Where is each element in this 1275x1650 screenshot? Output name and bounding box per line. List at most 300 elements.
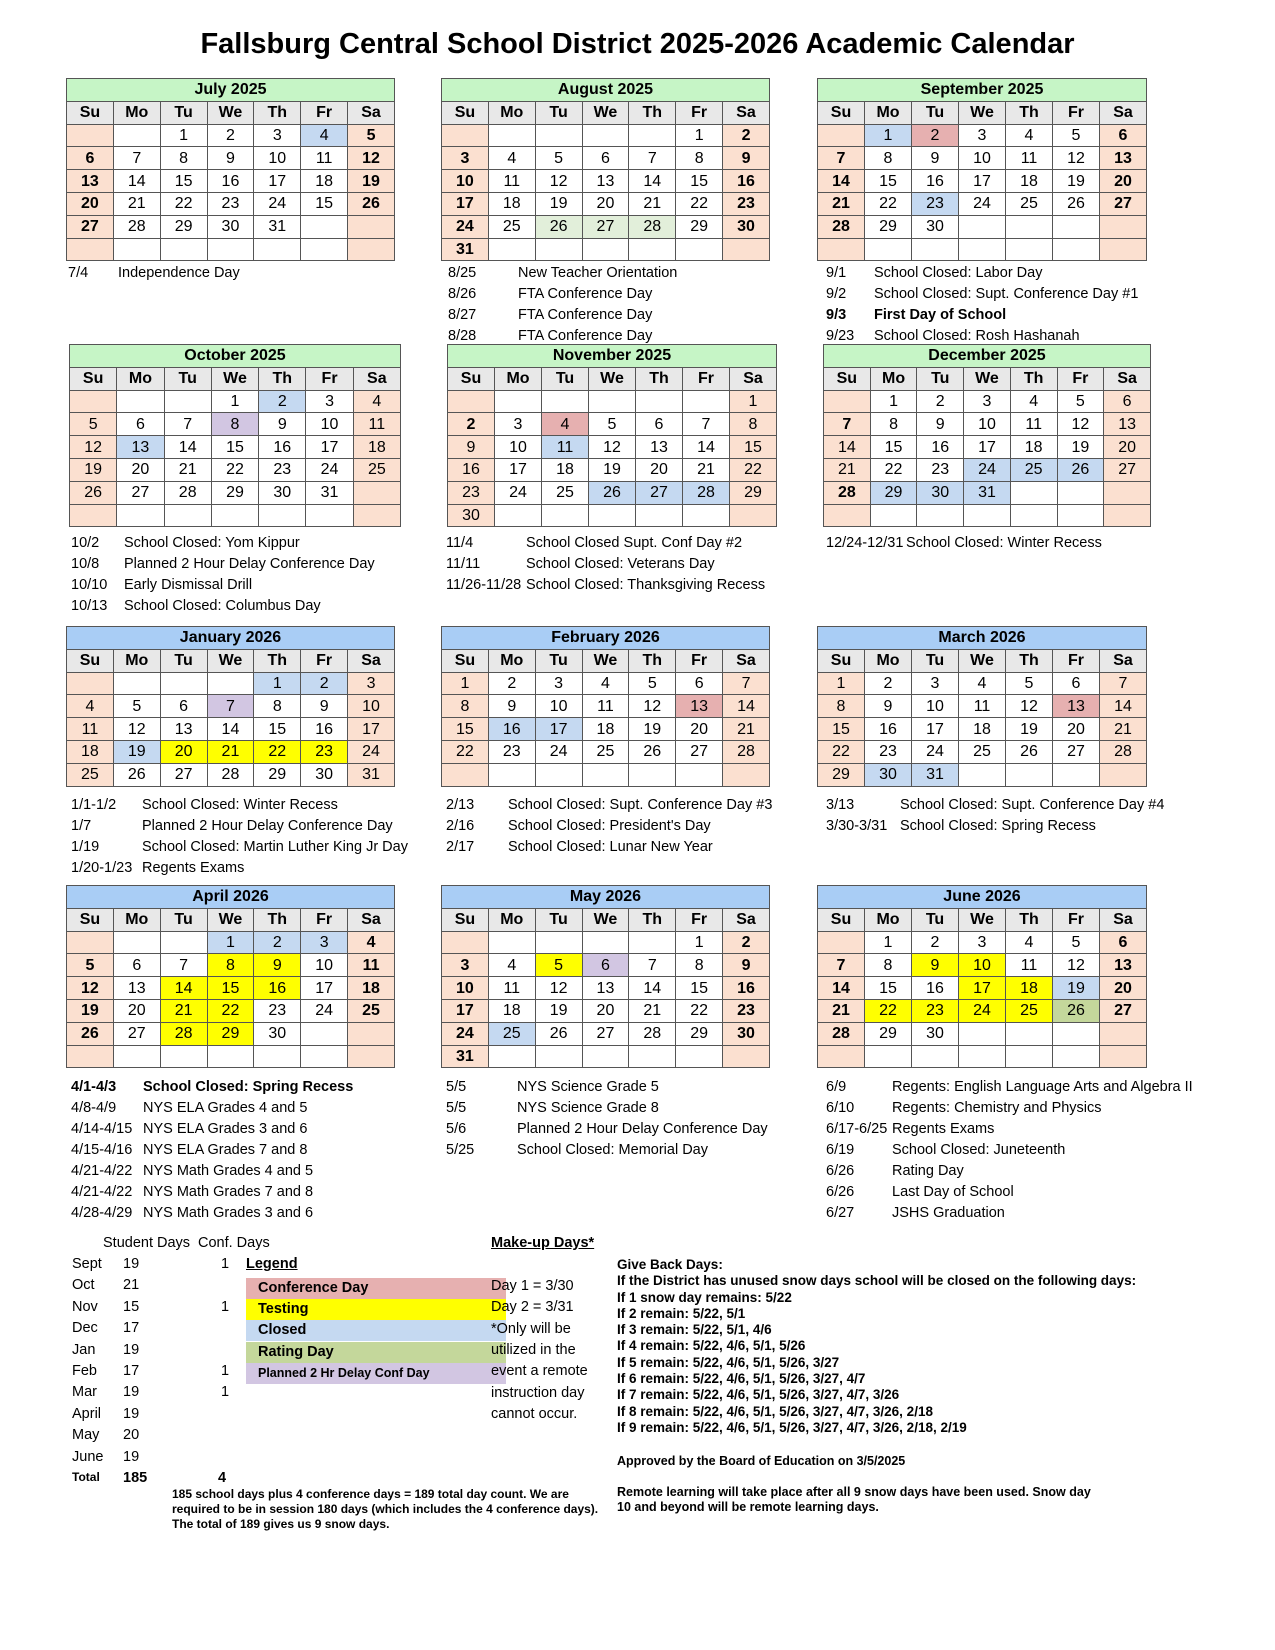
day-cell — [730, 504, 777, 527]
day-cell — [70, 390, 117, 413]
month-calendar-9 — [66, 885, 395, 1068]
day-cell: 24 — [306, 458, 353, 481]
day-cell: 25 — [1006, 999, 1053, 1022]
month-calendar-7 — [441, 626, 770, 787]
day-cell — [959, 215, 1006, 238]
day-cell: 13 — [582, 170, 629, 193]
day-cell: 16 — [865, 718, 912, 741]
day-cell: 9 — [865, 695, 912, 718]
note-date: 6/26 — [826, 1163, 855, 1179]
note-text: School Closed: Thanksgiving Recess — [526, 577, 766, 593]
note-date: 10/10 — [71, 577, 108, 593]
day-cell — [301, 1022, 348, 1045]
day-cell: 15 — [207, 977, 254, 1000]
weekday-header: Tu — [912, 101, 959, 124]
day-cell: 15 — [442, 718, 489, 741]
note-date: 6/19 — [826, 1142, 855, 1158]
day-cell: 4 — [488, 954, 535, 977]
tally-month: Feb — [72, 1363, 97, 1379]
weekday-header: We — [582, 101, 629, 124]
day-cell: 20 — [117, 458, 164, 481]
note-date: 9/2 — [826, 286, 847, 302]
makeup-line: Day 2 = 3/31 — [491, 1299, 574, 1316]
weekday-header: Su — [818, 101, 865, 124]
tally-month: June — [72, 1448, 104, 1465]
day-cell: 10 — [348, 695, 395, 718]
day-cell: 24 — [254, 192, 301, 215]
tally-student-days: 19 — [123, 1384, 140, 1401]
weekday-header: Fr — [1053, 908, 1100, 931]
weekday-header: Mo — [865, 908, 912, 931]
weekday-header: Mo — [865, 101, 912, 124]
note-text: NYS Math Grades 7 and 8 — [143, 1184, 314, 1200]
note-row — [446, 554, 765, 575]
day-cell: 1 — [865, 124, 912, 147]
day-cell: 23 — [865, 740, 912, 763]
day-cell: 14 — [683, 436, 730, 459]
weekday-header: Sa — [348, 101, 395, 124]
day-cell — [67, 124, 114, 147]
note-text: School Closed: Spring Recess — [900, 818, 1096, 834]
day-cell: 14 — [629, 977, 676, 1000]
note-text: Planned 2 Hour Delay Conference Day — [124, 556, 375, 572]
day-cell: 1 — [676, 124, 723, 147]
day-cell: 3 — [442, 954, 489, 977]
day-cell — [1006, 215, 1053, 238]
day-cell: 21 — [683, 458, 730, 481]
tally-student-days: 21 — [123, 1277, 140, 1294]
note-text: School Closed: Rosh Hashanah — [874, 328, 1080, 344]
note-row — [446, 1119, 768, 1140]
note-date: 6/17-6/25 — [826, 1121, 888, 1137]
day-cell — [1100, 215, 1147, 238]
day-cell: 26 — [113, 763, 160, 786]
day-cell: 1 — [254, 672, 301, 695]
note-row — [448, 326, 677, 347]
day-cell: 10 — [964, 413, 1011, 436]
note-row — [71, 596, 375, 617]
day-cell: 20 — [1100, 170, 1147, 193]
day-cell: 29 — [254, 763, 301, 786]
day-cell: 11 — [67, 718, 114, 741]
day-cell: 17 — [254, 170, 301, 193]
day-cell — [495, 390, 542, 413]
day-cell — [113, 931, 160, 954]
day-cell: 24 — [442, 215, 489, 238]
day-cell — [353, 481, 400, 504]
note-row — [826, 1098, 1193, 1119]
day-cell: 29 — [818, 763, 865, 786]
tally-month: Nov — [72, 1298, 98, 1315]
day-cell: 4 — [353, 390, 400, 413]
month-calendar-2 — [817, 78, 1147, 261]
day-cell: 9 — [723, 954, 770, 977]
weekday-header: Mo — [117, 367, 164, 390]
weekday-header: Tu — [535, 908, 582, 931]
day-cell: 21 — [113, 192, 160, 215]
day-cell: 4 — [488, 147, 535, 170]
note-row — [71, 1077, 353, 1098]
note-row — [826, 1077, 1193, 1098]
month-title: April 2026 — [67, 886, 395, 909]
weekday-header: Fr — [301, 101, 348, 124]
day-cell: 3 — [348, 672, 395, 695]
day-cell: 19 — [1057, 436, 1104, 459]
note-text: School Closed: President's Day — [508, 818, 711, 834]
day-cell — [865, 1045, 912, 1068]
note-row — [71, 533, 375, 554]
month-calendar-0 — [66, 78, 395, 261]
tally-student-days: 19 — [123, 1341, 140, 1358]
month-title: March 2026 — [818, 627, 1147, 650]
day-cell: 13 — [676, 695, 723, 718]
note-date: 11/26-11/28 — [446, 577, 522, 593]
note-row — [448, 305, 677, 326]
weekday-header: Tu — [917, 367, 964, 390]
weekday-header: Sa — [723, 101, 770, 124]
giveback-line: Give Back Days: — [617, 1257, 723, 1272]
day-cell: 21 — [1100, 718, 1147, 741]
day-cell: 27 — [1053, 740, 1100, 763]
day-cell: 12 — [348, 147, 395, 170]
day-cell: 14 — [824, 436, 871, 459]
day-cell: 28 — [723, 740, 770, 763]
day-cell: 15 — [865, 977, 912, 1000]
day-cell — [160, 1045, 207, 1068]
day-cell: 22 — [254, 740, 301, 763]
note-text: Independence Day — [118, 265, 240, 281]
day-cell: 18 — [488, 999, 535, 1022]
day-cell: 1 — [676, 931, 723, 954]
note-row — [446, 1077, 768, 1098]
weekday-header: Sa — [1100, 101, 1147, 124]
day-cell: 7 — [113, 147, 160, 170]
day-cell: 15 — [676, 977, 723, 1000]
weekday-header: Fr — [676, 101, 723, 124]
day-cell — [70, 504, 117, 527]
day-cell — [535, 124, 582, 147]
month-calendar-10 — [441, 885, 770, 1068]
day-cell: 31 — [442, 1045, 489, 1068]
note-date: 3/30-3/31 — [826, 818, 888, 834]
note-row — [71, 1098, 353, 1119]
day-cell: 26 — [1053, 999, 1100, 1022]
note-text: School Closed: Winter Recess — [906, 535, 1102, 551]
month-notes-2 — [826, 263, 1138, 347]
day-cell: 4 — [1006, 931, 1053, 954]
weekday-header: Mo — [488, 649, 535, 672]
day-cell — [676, 238, 723, 261]
day-cell: 9 — [912, 147, 959, 170]
day-cell: 12 — [1053, 954, 1100, 977]
day-cell — [113, 672, 160, 695]
weekday-header: Tu — [912, 908, 959, 931]
day-cell: 8 — [207, 954, 254, 977]
day-cell — [723, 238, 770, 261]
day-cell — [67, 672, 114, 695]
note-date: 2/13 — [446, 797, 475, 813]
month-notes-8 — [826, 795, 1164, 837]
makeup-line: instruction day — [491, 1384, 585, 1401]
note-date: 10/2 — [71, 535, 100, 551]
day-cell: 31 — [306, 481, 353, 504]
note-row — [71, 554, 375, 575]
day-cell: 10 — [254, 147, 301, 170]
conf-days-header: Conf. Days — [198, 1235, 270, 1251]
day-cell: 29 — [730, 481, 777, 504]
day-cell — [964, 504, 1011, 527]
day-cell — [442, 763, 489, 786]
weekday-header: Sa — [1100, 908, 1147, 931]
day-cell: 15 — [211, 436, 258, 459]
day-cell: 18 — [1006, 977, 1053, 1000]
day-cell: 11 — [582, 695, 629, 718]
day-cell: 22 — [676, 999, 723, 1022]
note-text: Regents: Chemistry and Physics — [892, 1100, 1102, 1116]
day-cell: 1 — [870, 390, 917, 413]
day-cell: 25 — [488, 1022, 535, 1045]
day-cell: 17 — [912, 718, 959, 741]
note-row — [446, 575, 765, 596]
giveback-line: If 6 remain: 5/22, 4/6, 5/1, 5/26, 3/27, 4/7 — [617, 1371, 866, 1387]
day-cell — [160, 238, 207, 261]
tally-total-student: 185 — [123, 1470, 148, 1486]
note-date: 6/9 — [826, 1079, 847, 1095]
day-cell: 13 — [1100, 147, 1147, 170]
month-notes-11 — [826, 1077, 1193, 1224]
day-cell — [1104, 504, 1151, 527]
day-cell: 27 — [636, 481, 683, 504]
day-cell: 1 — [730, 390, 777, 413]
day-cell: 2 — [723, 931, 770, 954]
day-cell: 12 — [535, 170, 582, 193]
month-title: July 2025 — [67, 79, 395, 102]
day-cell: 19 — [589, 458, 636, 481]
weekday-header: Sa — [730, 367, 777, 390]
day-cell: 30 — [301, 763, 348, 786]
day-cell — [164, 504, 211, 527]
makeup-line: event a remote — [491, 1363, 588, 1380]
day-cell: 23 — [301, 740, 348, 763]
note-row — [826, 305, 1138, 326]
day-cell: 10 — [912, 695, 959, 718]
day-cell: 1 — [442, 672, 489, 695]
note-row — [71, 858, 408, 879]
day-cell — [207, 672, 254, 695]
note-text: JSHS Graduation — [892, 1205, 1005, 1221]
day-cell — [1053, 1045, 1100, 1068]
note-row — [71, 575, 375, 596]
makeup-title: Make-up Days* — [491, 1235, 595, 1251]
day-cell: 18 — [301, 170, 348, 193]
day-cell: 10 — [442, 977, 489, 1000]
day-cell: 21 — [629, 999, 676, 1022]
day-cell: 11 — [959, 695, 1006, 718]
weekday-header: Mo — [870, 367, 917, 390]
day-cell: 30 — [723, 1022, 770, 1045]
day-cell: 13 — [1100, 954, 1147, 977]
day-cell: 17 — [442, 999, 489, 1022]
day-cell: 11 — [1010, 413, 1057, 436]
day-cell: 16 — [448, 458, 495, 481]
day-cell: 5 — [67, 954, 114, 977]
weekday-header: We — [959, 908, 1006, 931]
weekday-header: Fr — [306, 367, 353, 390]
day-cell: 14 — [164, 436, 211, 459]
day-cell: 7 — [723, 672, 770, 695]
day-cell — [113, 1045, 160, 1068]
day-cell: 29 — [211, 481, 258, 504]
day-cell: 27 — [160, 763, 207, 786]
day-cell — [818, 1045, 865, 1068]
day-cell: 19 — [1053, 170, 1100, 193]
month-title: September 2025 — [818, 79, 1147, 102]
tally-conf-days: 1 — [221, 1384, 230, 1401]
weekday-header: Sa — [723, 908, 770, 931]
day-cell — [629, 763, 676, 786]
makeup-line: *Only will be — [491, 1320, 571, 1337]
day-cell: 24 — [495, 481, 542, 504]
day-cell: 28 — [824, 481, 871, 504]
page-title: Fallsburg Central School District 2025-2026 Academic Calendar — [200, 28, 1075, 60]
weekday-header: Sa — [348, 908, 395, 931]
day-cell: 30 — [207, 215, 254, 238]
day-cell: 29 — [676, 215, 723, 238]
month-notes-0 — [68, 263, 240, 284]
day-cell — [306, 504, 353, 527]
note-date: 5/6 — [446, 1121, 467, 1137]
day-cell: 26 — [70, 481, 117, 504]
day-cell — [535, 931, 582, 954]
note-row — [71, 837, 408, 858]
day-cell: 5 — [113, 695, 160, 718]
day-cell — [676, 763, 723, 786]
day-cell: 16 — [912, 977, 959, 1000]
day-cell — [865, 238, 912, 261]
day-cell: 8 — [442, 695, 489, 718]
day-cell — [1006, 763, 1053, 786]
month-title: February 2026 — [442, 627, 770, 650]
note-row — [826, 1203, 1193, 1224]
day-cell: 17 — [959, 170, 1006, 193]
day-cell: 19 — [535, 192, 582, 215]
day-cell: 14 — [629, 170, 676, 193]
note-text: School Closed: Juneteenth — [892, 1142, 1066, 1158]
approved-note: Approved by the Board of Education on 3/5/2025 — [617, 1454, 906, 1468]
day-cell: 8 — [211, 413, 258, 436]
day-cell — [959, 238, 1006, 261]
day-cell — [1010, 504, 1057, 527]
day-cell: 10 — [306, 413, 353, 436]
day-cell: 15 — [730, 436, 777, 459]
day-cell — [535, 763, 582, 786]
day-cell — [301, 1045, 348, 1068]
day-cell: 21 — [723, 718, 770, 741]
legend-item: Rating Day — [246, 1342, 506, 1363]
day-cell: 28 — [683, 481, 730, 504]
day-cell: 9 — [723, 147, 770, 170]
day-cell: 22 — [160, 192, 207, 215]
weekday-header: Tu — [542, 367, 589, 390]
day-cell: 10 — [959, 954, 1006, 977]
weekday-header: We — [964, 367, 1011, 390]
weekday-header: Th — [1006, 649, 1053, 672]
day-cell: 21 — [818, 999, 865, 1022]
day-cell: 14 — [818, 170, 865, 193]
tally-total-label: Total — [72, 1470, 100, 1484]
month-notes-3 — [71, 533, 375, 617]
month-calendar-11 — [817, 885, 1147, 1068]
day-cell: 24 — [912, 740, 959, 763]
day-cell — [1053, 763, 1100, 786]
note-date: 5/5 — [446, 1100, 467, 1116]
day-cell: 18 — [959, 718, 1006, 741]
day-cell: 5 — [1006, 672, 1053, 695]
day-cell: 2 — [917, 390, 964, 413]
note-date: 2/16 — [446, 818, 475, 834]
day-cell: 16 — [301, 718, 348, 741]
weekday-header: Th — [629, 908, 676, 931]
weekday-header: Su — [818, 649, 865, 672]
day-cell: 15 — [870, 436, 917, 459]
day-cell: 3 — [964, 390, 1011, 413]
day-cell — [353, 504, 400, 527]
day-cell: 5 — [629, 672, 676, 695]
day-cell — [683, 390, 730, 413]
note-text: NYS ELA Grades 3 and 6 — [143, 1121, 308, 1137]
day-cell: 18 — [1010, 436, 1057, 459]
day-cell: 19 — [1006, 718, 1053, 741]
note-row — [446, 1098, 768, 1119]
day-cell: 30 — [254, 1022, 301, 1045]
day-cell: 7 — [824, 413, 871, 436]
note-text: Planned 2 Hour Delay Conference Day — [142, 818, 393, 834]
day-cell — [211, 504, 258, 527]
day-cell: 27 — [1100, 999, 1147, 1022]
month-notes-7 — [446, 795, 772, 858]
weekday-header: Su — [70, 367, 117, 390]
weekday-header: Su — [448, 367, 495, 390]
day-cell: 6 — [636, 413, 683, 436]
day-cell: 2 — [723, 124, 770, 147]
day-cell: 25 — [1010, 458, 1057, 481]
day-cell: 2 — [259, 390, 306, 413]
note-date: 8/27 — [448, 307, 477, 323]
day-cell: 20 — [67, 192, 114, 215]
day-cell: 13 — [582, 977, 629, 1000]
note-text: First Day of School — [874, 307, 1007, 323]
day-cell: 22 — [207, 999, 254, 1022]
day-cell — [488, 238, 535, 261]
day-cell: 21 — [629, 192, 676, 215]
weekday-header: Tu — [535, 101, 582, 124]
day-cell — [301, 215, 348, 238]
day-cell: 3 — [301, 931, 348, 954]
makeup-line: Day 1 = 3/30 — [491, 1278, 574, 1294]
note-date: 8/28 — [448, 328, 477, 344]
day-cell — [348, 215, 395, 238]
weekday-header: Fr — [676, 908, 723, 931]
note-text: School Closed: Supt. Conference Day #3 — [508, 797, 773, 813]
note-date: 9/3 — [826, 307, 847, 323]
note-date: 1/19 — [71, 839, 100, 855]
makeup-line: cannot occur. — [491, 1405, 578, 1422]
day-cell: 1 — [160, 124, 207, 147]
weekday-header: Th — [254, 649, 301, 672]
day-cell: 10 — [535, 695, 582, 718]
student-days-header: Student Days — [103, 1235, 191, 1251]
note-date: 1/7 — [71, 818, 92, 834]
